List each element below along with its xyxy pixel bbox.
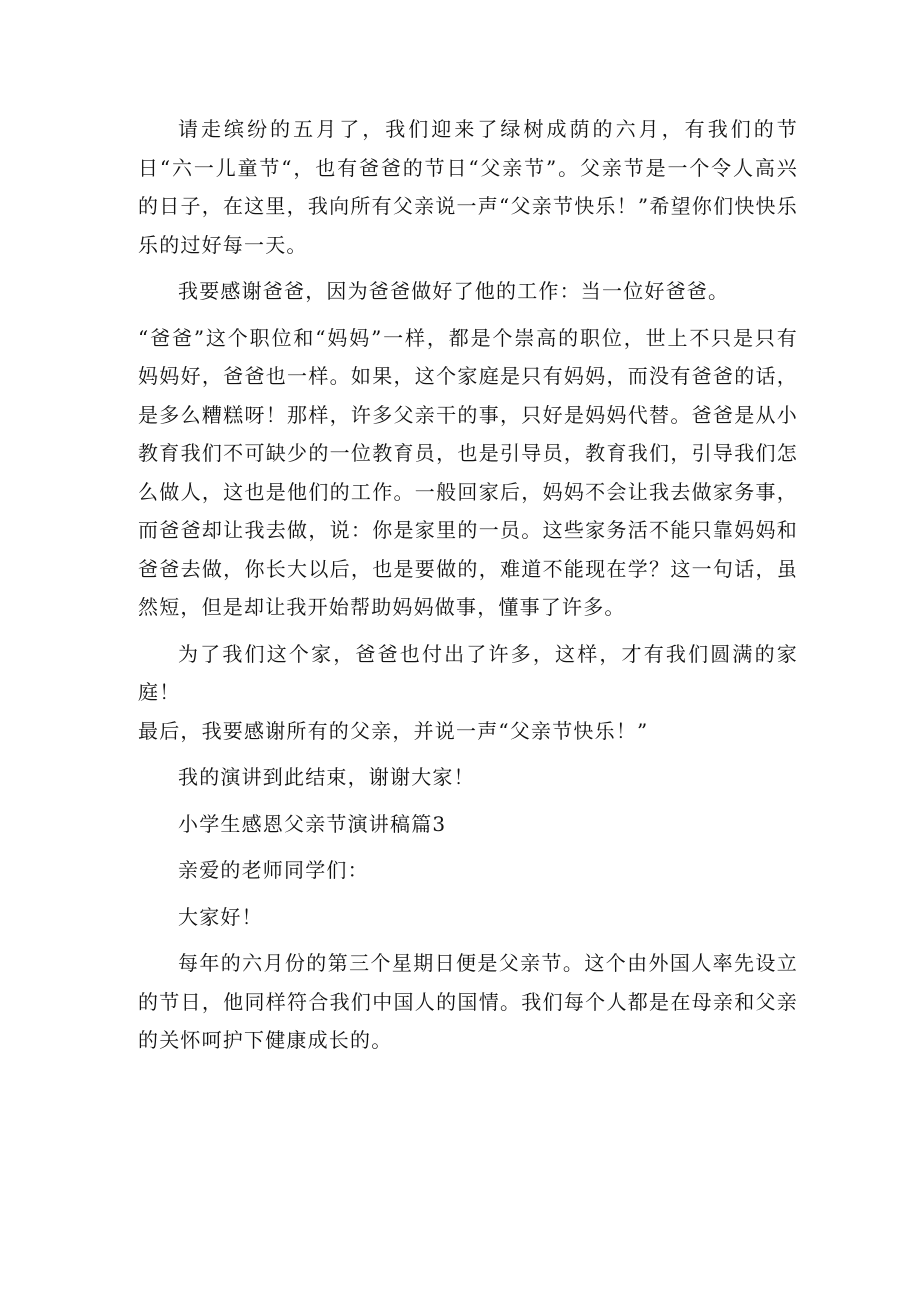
paragraph-salutation: 亲爱的老师同学们：	[178, 858, 369, 882]
paragraph-thanks-father: 我要感谢爸爸，因为爸爸做好了他的工作：当一位好爸爸。	[178, 279, 730, 303]
section-heading: 小学生感恩父亲节演讲稿篇3	[178, 811, 447, 836]
paragraph-father-role: “爸爸”这个职位和“妈妈”一样，都是个崇高的职位，世上不只是只有妈妈好，爸爸也一样。如果，这个家庭是只有妈妈，而没有爸爸的话，是多么糟糕呀！那样，许多父亲干的事，只好是妈妈代替。爸爸是从小教育我们不可缺少的一位教育员，也是引导员，教育我们，引导我们怎么做人，这也是他们的工作。一般回家后，妈妈不会让我去做家务事，而爸爸却让我去做，说：你是家里的一员。这些家务活不能只靠妈妈和爸爸去做，你长大以后，也是要做的，难道不能现在学？这一句话，虽然短，但是却让我开始帮助妈妈做事，懂事了许多。	[138, 325, 798, 619]
paragraph-greeting: 大家好！	[178, 904, 263, 929]
document-body	[138, 110, 798, 1060]
paragraph-fathers-day-intro: 每年的六月份的第三个星期日便是父亲节。这个由外国人率先设立的节日，他同样符合我们中国人的国情。我们每个人都是在母亲和父亲的关怀呵护下健康成长的。	[138, 951, 798, 1052]
paragraph-family: 为了我们这个家，爸爸也付出了许多，这样，才有我们圆满的家庭！	[138, 641, 798, 704]
paragraph-closing-wish: 最后，我要感谢所有的父亲，并说一声“父亲节快乐！”	[138, 718, 649, 743]
paragraph-intro: 请走缤纷的五月了，我们迎来了绿树成荫的六月，有我们的节日“六一儿童节“，也有爸爸的节日“父亲节”。父亲节是一个令人高兴的日子，在这里，我向所有父亲说一声“父亲节快乐！”希望你们快快乐乐的过好每一天。	[138, 117, 798, 257]
paragraph-speech-end: 我的演讲到此结束，谢谢大家！	[178, 765, 475, 789]
